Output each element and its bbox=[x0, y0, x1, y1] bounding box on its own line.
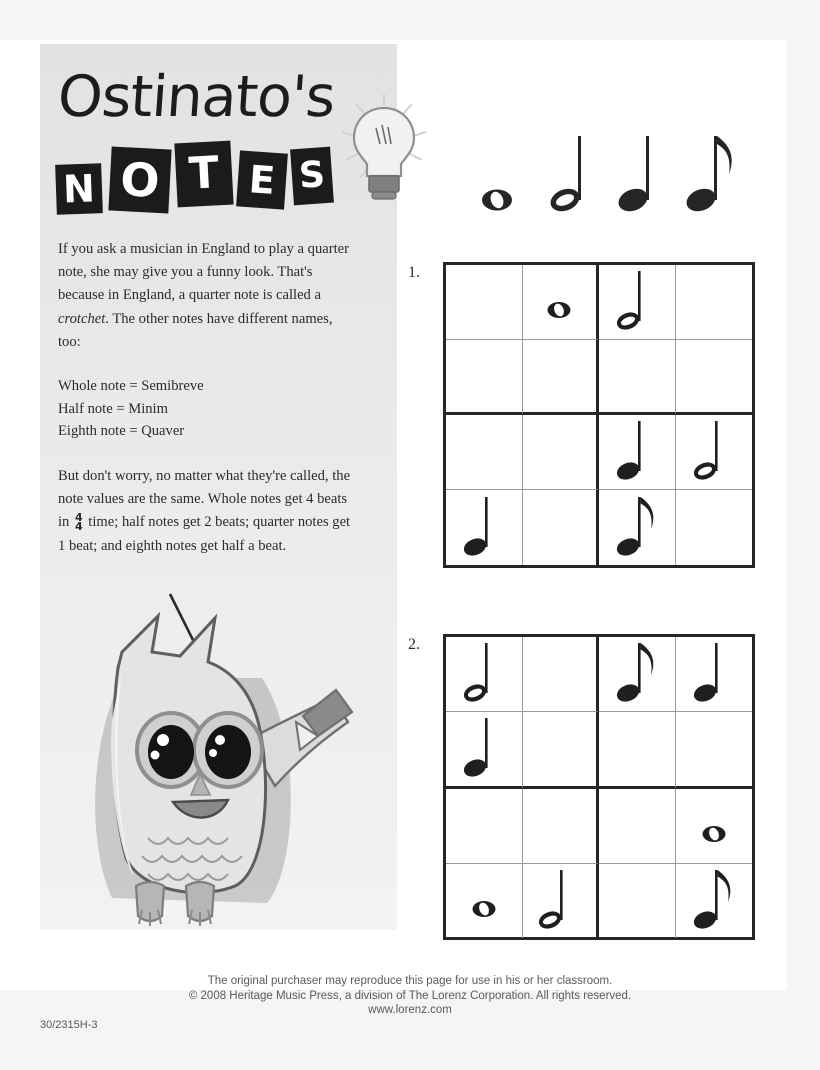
logo-tile-3: E bbox=[236, 150, 288, 209]
puzzle-1-cell-r1c4[interactable] bbox=[676, 265, 753, 340]
puzzle-2-cell-r1c2[interactable] bbox=[523, 637, 600, 712]
puzzle-2-cell-r2c4[interactable] bbox=[676, 712, 753, 789]
empty-cell bbox=[446, 789, 522, 863]
note-whole bbox=[523, 265, 597, 339]
empty-cell bbox=[446, 265, 522, 339]
empty-cell bbox=[676, 265, 753, 339]
puzzle-1-cell-r2c2[interactable] bbox=[523, 340, 600, 415]
puzzle-1-cell-r1c2[interactable] bbox=[523, 265, 600, 340]
empty-cell bbox=[446, 415, 522, 489]
puzzle-1-cell-r1c3[interactable] bbox=[599, 265, 676, 340]
note-half bbox=[523, 864, 597, 938]
note-legend bbox=[443, 128, 755, 233]
note-eighth bbox=[676, 864, 753, 938]
note-quarter bbox=[599, 415, 675, 489]
puzzle-1-cell-r2c3[interactable] bbox=[599, 340, 676, 415]
note-quarter bbox=[446, 712, 522, 786]
logo-script-text: Ostinato's bbox=[55, 64, 337, 130]
puzzle-2-cell-r1c4[interactable] bbox=[676, 637, 753, 712]
note-half bbox=[676, 415, 753, 489]
puzzle-1-cell-r3c1[interactable] bbox=[446, 415, 523, 490]
empty-cell bbox=[523, 415, 597, 489]
puzzle-1-cell-r4c1[interactable] bbox=[446, 490, 523, 565]
puzzle-2-cell-r3c3[interactable] bbox=[599, 789, 676, 864]
note-quarter bbox=[446, 490, 522, 565]
values-text-b: time; half notes get 2 beats; quarter notes get 1 beat; and eighth notes get half a beat. bbox=[58, 514, 351, 554]
puzzle-1-cell-r3c4[interactable] bbox=[676, 415, 753, 490]
empty-cell bbox=[599, 864, 675, 938]
masthead-logo bbox=[40, 44, 397, 234]
list-item: Whole note = Semibreve bbox=[58, 378, 204, 394]
puzzle-2-label: 2. bbox=[408, 636, 420, 653]
puzzle-2-cell-r3c2[interactable] bbox=[523, 789, 600, 864]
empty-cell bbox=[523, 712, 597, 786]
puzzle-1-grid[interactable] bbox=[443, 262, 755, 568]
intro-paragraph bbox=[58, 238, 358, 354]
puzzle-2-cell-r3c4[interactable] bbox=[676, 789, 753, 864]
note-half bbox=[599, 265, 675, 339]
puzzle-2 bbox=[408, 634, 755, 940]
legend-note-quarter bbox=[615, 136, 651, 215]
empty-cell bbox=[523, 490, 597, 565]
owl-mascot-icon bbox=[60, 590, 380, 940]
puzzle-2-grid[interactable] bbox=[443, 634, 755, 940]
puzzle-2-cell-r4c3[interactable] bbox=[599, 864, 676, 938]
puzzle-2-cell-r1c1[interactable] bbox=[446, 637, 523, 712]
legend-note-eighth bbox=[683, 136, 732, 215]
empty-cell bbox=[676, 490, 753, 565]
logo-tiles bbox=[56, 136, 366, 216]
empty-cell bbox=[599, 340, 675, 412]
empty-cell bbox=[676, 712, 753, 786]
logo-tile-1: O bbox=[108, 146, 171, 213]
list-item: Eighth note = Quaver bbox=[58, 423, 185, 439]
note-eighth bbox=[599, 490, 675, 565]
puzzle-1-cell-r3c2[interactable] bbox=[523, 415, 600, 490]
note-whole bbox=[446, 864, 522, 938]
logo-tile-2: T bbox=[174, 141, 233, 208]
empty-cell bbox=[676, 340, 753, 412]
empty-cell bbox=[523, 789, 597, 863]
puzzle-1-cell-r4c3[interactable] bbox=[599, 490, 676, 565]
puzzle-2-cell-r2c3[interactable] bbox=[599, 712, 676, 789]
time-signature-bottom: 4 bbox=[75, 520, 83, 534]
legend-note-whole bbox=[482, 190, 512, 211]
time-signature-top: 4 bbox=[75, 510, 83, 524]
note-quarter bbox=[676, 637, 753, 711]
logo-tile-0: N bbox=[55, 163, 103, 215]
puzzle-1-cell-r1c1[interactable] bbox=[446, 265, 523, 340]
note-half bbox=[446, 637, 522, 711]
empty-cell bbox=[446, 340, 522, 412]
intro-text-a: If you ask a musician in England to play a quarter note, she may give you a funny look. That's because in England, a quarter note is called a bbox=[58, 241, 349, 304]
puzzle-2-cell-r1c3[interactable] bbox=[599, 637, 676, 712]
puzzle-1-cell-r3c3[interactable] bbox=[599, 415, 676, 490]
note-eighth bbox=[599, 637, 675, 711]
legend-note-half bbox=[547, 136, 583, 215]
puzzle-2-cell-r4c1[interactable] bbox=[446, 864, 523, 938]
empty-cell bbox=[599, 789, 675, 863]
puzzle-2-cell-r2c1[interactable] bbox=[446, 712, 523, 789]
crotchet-italic: crotchet bbox=[58, 310, 106, 327]
puzzle-2-cell-r4c4[interactable] bbox=[676, 864, 753, 938]
product-code: 30/2315H-3 bbox=[40, 1019, 98, 1031]
puzzle-1-cell-r2c4[interactable] bbox=[676, 340, 753, 415]
puzzle-1-cell-r4c2[interactable] bbox=[523, 490, 600, 565]
puzzle-1 bbox=[408, 262, 755, 568]
footer bbox=[0, 975, 820, 1016]
values-text-a: But don't worry, no matter what they're called, the note values are the same. Whole notes get 4 beats in bbox=[58, 468, 351, 531]
note-values-paragraph bbox=[58, 465, 358, 558]
puzzle-2-cell-r2c2[interactable] bbox=[523, 712, 600, 789]
footer-line-2: © 2008 Heritage Music Press, a division of The Lorenz Corporation. All rights reserved. bbox=[188, 990, 632, 1002]
list-item: Half note = Minim bbox=[58, 400, 168, 417]
intro-text-b: . The other notes have different names, too: bbox=[58, 310, 333, 350]
puzzle-2-cell-r4c2[interactable] bbox=[523, 864, 600, 938]
footer-line-1: The original purchaser may reproduce this page for use in his or her classroom. bbox=[207, 975, 613, 987]
empty-cell bbox=[599, 712, 675, 786]
note-whole bbox=[676, 789, 753, 863]
puzzle-1-cell-r2c1[interactable] bbox=[446, 340, 523, 415]
puzzle-2-cell-r3c1[interactable] bbox=[446, 789, 523, 864]
puzzle-1-label: 1. bbox=[408, 264, 420, 281]
puzzle-1-cell-r4c4[interactable] bbox=[676, 490, 753, 565]
empty-cell bbox=[523, 637, 597, 711]
logo-tile-4: S bbox=[290, 147, 334, 206]
time-signature-4-4 bbox=[75, 510, 83, 534]
footer-line-3: www.lorenz.com bbox=[368, 1004, 452, 1016]
note-name-list bbox=[58, 375, 358, 443]
empty-cell bbox=[523, 340, 597, 412]
